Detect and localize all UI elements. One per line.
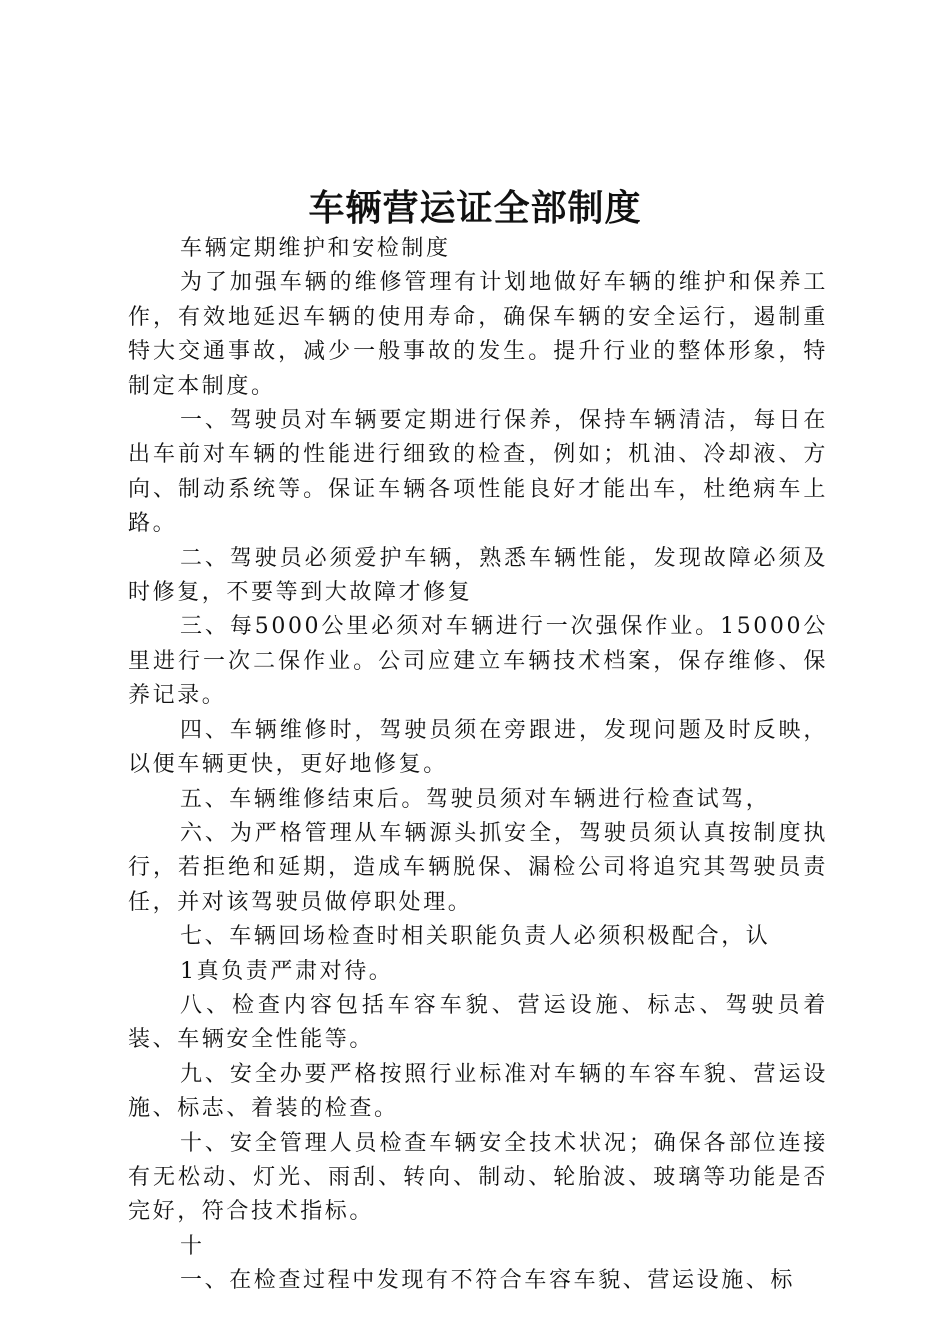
rule-2-paragraph: 二、驾驶员必须爱护车辆，熟悉车辆性能，发现故障必须及时修复，不要等到大故障才修复 (128, 545, 828, 606)
page-title: 车辆营运证全部制度 (308, 187, 642, 229)
rule-6-paragraph: 六、为严格管理从车辆源头抓安全，驾驶员须认真按制度执行，若拒绝和延期，造成车辆脱保、漏检公司将追究其驾驶员责任，并对该驾驶员做停职处理。 (128, 820, 828, 915)
section-heading: 车辆定期维护和安检制度 (180, 236, 451, 261)
rule-7-paragraph: 七、车辆回场检查时相关职能负责人必须积极配合，认 (180, 924, 771, 950)
document-body (128, 232, 828, 1299)
rule-4-paragraph: 四、车辆维修时，驾驶员须在旁跟进，发现问题及时反映，以便车辆更快，更好地修复。 (128, 717, 828, 778)
rule-7-continuation: 1真负责严肃对待。 (180, 958, 394, 984)
intro-paragraph: 为了加强车辆的维修管理有计划地做好车辆的维护和保养工作，有效地延迟车辆的使用寿命，确保车辆的安全运行，遏制重特大交通事故，减少一般事故的发生。提升行业的整体形象，特制定本制度。 (128, 270, 828, 399)
rule-3-paragraph: 三、每5000公里必须对车辆进行一次强保作业。15000公里进行一次二保作业。公司应建立车辆技术档案，保存维修、保养记录。 (128, 614, 828, 709)
rule-1-paragraph: 一、驾驶员对车辆要定期进行保养，保持车辆清洁，每日在出车前对车辆的性能进行细致的检查，例如；机油、冷却液、方向、制动系统等。保证车辆各项性能良好才能出车，杜绝病车上路。 (128, 408, 828, 537)
rule-11-fragment: 十 (180, 1233, 205, 1259)
rule-10-paragraph: 十、安全管理人员检查车辆安全技术状况；确保各部位连接有无松动、灯光、雨刮、转向、制动、轮胎波、玻璃等功能是否完好，符合技术指标。 (128, 1130, 828, 1225)
rule-11-paragraph: 一、在检查过程中发现有不符合车容车貌、营运设施、标 (180, 1268, 796, 1294)
rule-5-paragraph: 五、车辆维修结束后。驾驶员须对车辆进行检查试驾， (180, 786, 771, 812)
rule-9-paragraph: 九、安全办要严格按照行业标准对车辆的车容车貌、营运设施、标志、着装的检查。 (128, 1061, 828, 1122)
rule-8-paragraph: 八、检查内容包括车容车貌、营运设施、标志、驾驶员着装、车辆安全性能等。 (128, 992, 828, 1053)
